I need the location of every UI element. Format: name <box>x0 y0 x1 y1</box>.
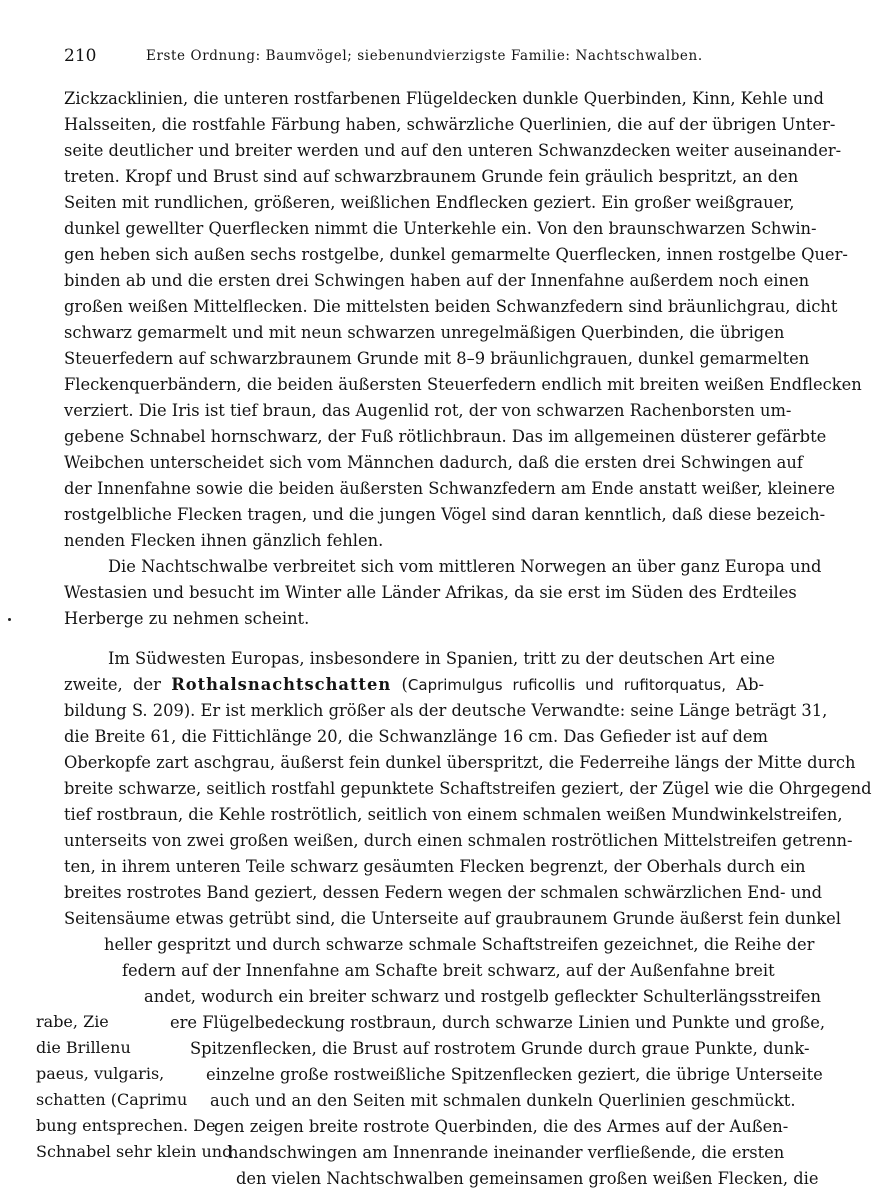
text-line: binden ab und die ersten drei Schwingen haben auf der Innenfahne außerdem noch einen <box>64 271 810 290</box>
text-span: Ab- <box>725 675 764 694</box>
text-line: Weibchen unterscheidet sich vom Männchen dadurch, daß die ersten drei Schwingen auf <box>64 453 803 472</box>
species-name: Rothalsnachtschatten <box>171 675 392 694</box>
text-line: ere Flügelbedeckung rostbraun, durch schwarze Linien und Punkte und große, <box>170 1013 826 1032</box>
text-line: Halsseiten, die rostfahle Färbung haben, schwärzliche Querlinien, die auf der übrigen Unter- <box>64 115 836 134</box>
text-line: andet, wodurch ein breiter schwarz und rostgelb gefleckter Schulterlängsstreifen <box>144 987 822 1006</box>
latin-name: Caprimulgus ruficollis und rufitorquatus, <box>407 676 726 694</box>
text-line: Fleckenquerbändern, die beiden äußersten Steuerfedern endlich mit breiten weißen Endflecken <box>64 375 862 394</box>
text-line: tief rostbraun, die Kehle roströtlich, seitlich von einem schmalen weißen Mundwinkelstreifen, <box>64 805 843 824</box>
text-line: einzelne große rostweißliche Spitzenflecken geziert, die übrige Unterseite <box>206 1065 823 1084</box>
fragment-line: schatten (Caprimu <box>36 1090 188 1109</box>
text-line: dunkel gewellter Querflecken nimmt die Unterkehle ein. Von den braunschwarzen Schwin- <box>64 219 817 238</box>
text-line: Steuerfedern auf schwarzbraunem Grunde mit 8–9 bräunlichgrauen, dunkel gemarmelten <box>64 349 810 368</box>
text-line: Oberkopfe zart aschgrau, äußerst fein dunkel überspritzt, die Federreihe längs der Mitte durch <box>64 753 856 772</box>
text-line: der Innenfahne sowie die beiden äußersten Schwanzfedern am Ende anstatt weißer, kleinere <box>64 479 835 498</box>
fragment-line: paeus, vulgaris, <box>36 1064 165 1083</box>
text-line: breites rostrotes Band geziert, dessen Federn wegen der schmalen schwärzlichen End- und <box>64 883 823 902</box>
text-line: rostgelbliche Flecken tragen, und die jungen Vögel sind daran kenntlich, daß diese bezeich- <box>64 505 826 524</box>
fragment-line: rabe, Zie <box>36 1012 109 1031</box>
page-number: 210 <box>64 46 97 66</box>
fragment-line: Schnabel sehr klein und <box>36 1142 233 1161</box>
margin-mark <box>8 618 11 621</box>
text-line: den vielen Nachtschwalben gemeinsamen großen weißen Flecken, die <box>236 1169 819 1188</box>
text-line: federn auf der Innenfahne am Schafte breit schwarz, auf der Außenfahne breit <box>122 961 775 980</box>
text-line <box>64 672 764 698</box>
page-header <box>64 46 764 70</box>
text-line: Die Nachtschwalbe verbreitet sich vom mittleren Norwegen an über ganz Europa und <box>108 557 822 576</box>
text-line: Im Südwesten Europas, insbesondere in Spanien, tritt zu der deutschen Art eine <box>108 649 775 668</box>
text-line: nenden Flecken ihnen gänzlich fehlen. <box>64 531 384 550</box>
text-span: zweite, der <box>64 675 172 694</box>
text-line: heller gespritzt und durch schwarze schmale Schaftstreifen gezeichnet, die Reihe der <box>104 935 815 954</box>
text-line: Spitzenflecken, die Brust auf rostrotem Grunde durch graue Punkte, dunk- <box>190 1039 810 1058</box>
text-line: Seitensäume etwas getrübt sind, die Unterseite auf graubraunem Grunde äußerst fein dunkel <box>64 909 841 928</box>
text-line: ten, in ihrem unteren Teile schwarz gesäumten Flecken begrenzt, der Oberhals durch ein <box>64 857 806 876</box>
text-line: unterseits von zwei großen weißen, durch einen schmalen roströtlichen Mittelstreifen getrenn- <box>64 831 853 850</box>
text-line: gebene Schnabel hornschwarz, der Fuß rötlichbraun. Das im allgemeinen düsterer gefärbte <box>64 427 827 446</box>
text-span: ( <box>391 675 408 694</box>
text-line: Herberge zu nehmen scheint. <box>64 609 310 628</box>
text-line: gen heben sich außen sechs rostgelbe, dunkel gemarmelte Querflecken, innen rostgelbe Quer- <box>64 245 848 264</box>
text-line: großen weißen Mittelflecken. Die mittelsten beiden Schwanzfedern sind bräunlichgrau, dicht <box>64 297 838 316</box>
running-title: Erste Ordnung: Baumvögel; siebenundvierzigste Familie: Nachtschwalben. <box>146 48 703 64</box>
text-line: treten. Kropf und Brust sind auf schwarzbraunem Grunde fein gräulich bespritzt, an den <box>64 167 799 186</box>
text-line: breite schwarze, seitlich rostfahl gepunktete Schaftstreifen geziert, der Zügel wie die Ohrgegend <box>64 779 872 798</box>
text-line: seite deutlicher und breiter werden und auf den unteren Schwanzdecken weiter auseinander- <box>64 141 842 160</box>
text-line: handschwingen am Innenrande ineinander verfließende, die ersten <box>228 1143 785 1162</box>
text-line: bildung S. 209). Er ist merklich größer als der deutsche Verwandte: seine Länge beträgt 31, <box>64 701 828 720</box>
text-line: Seiten mit rundlichen, größeren, weißlichen Endflecken geziert. Ein großer weißgrauer, <box>64 193 795 212</box>
text-line: Zickzacklinien, die unteren rostfarbenen Flügeldecken dunkle Querbinden, Kinn, Kehle und <box>64 89 824 108</box>
text-line: gen zeigen breite rostrote Querbinden, die des Armes auf der Außen- <box>214 1117 789 1136</box>
fragment-line: die Brillenu <box>36 1038 131 1057</box>
text-line: die Breite 61, die Fittichlänge 20, die Schwanzlänge 16 cm. Das Gefieder ist auf dem <box>64 727 768 746</box>
text-line: Westasien und besucht im Winter alle Länder Afrikas, da sie erst im Süden des Erdteiles <box>64 583 797 602</box>
fragment-line: bung entsprechen. De <box>36 1116 216 1135</box>
text-line: auch und an den Seiten mit schmalen dunkeln Querlinien geschmückt. <box>210 1091 796 1110</box>
text-line: verziert. Die Iris ist tief braun, das Augenlid rot, der von schwarzen Rachenborsten um- <box>64 401 792 420</box>
text-line: schwarz gemarmelt und mit neun schwarzen unregelmäßigen Querbinden, die übrigen <box>64 323 785 342</box>
